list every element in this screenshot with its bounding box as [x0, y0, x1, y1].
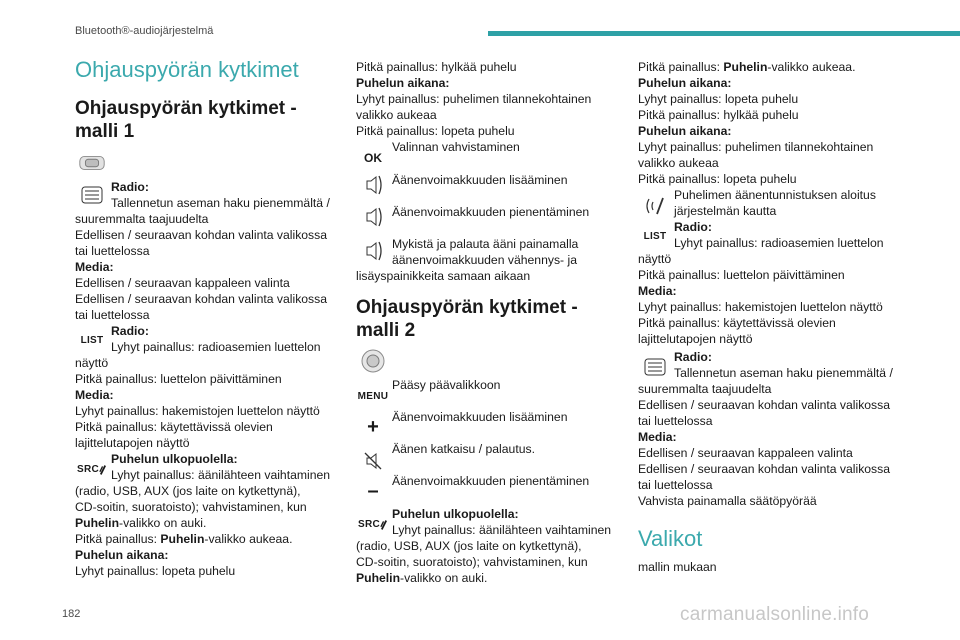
- outside-call-label: Puhelun ulkopuolella:: [392, 507, 519, 521]
- steering-switch-model1-icon: [77, 150, 107, 176]
- text-line: valikko aukeaa: [638, 156, 719, 170]
- radio-label-2: Radio:: [674, 350, 712, 364]
- text-line: CD-soitin, suoratoisto); vahvistaminen, kun: [356, 555, 588, 569]
- text-line: Valinnan vahvistaminen: [392, 140, 520, 154]
- text-line: Edellisen / seuraavan kappaleen valinta: [638, 446, 853, 460]
- text-line: lajittelutapojen näyttö: [638, 332, 753, 346]
- text-line: Pitkä painallus: Puhelin-valikko aukeaa.: [638, 60, 856, 74]
- text-line: Pitkä painallus: käytettävissä olevien: [638, 316, 836, 330]
- outside-call-label: Puhelun ulkopuolella:: [111, 452, 238, 466]
- media-label: Media:: [638, 284, 677, 298]
- text-line: Pitkä painallus: lopeta puhelu: [638, 172, 797, 186]
- text-line: Lyhyt painallus: äänilähteen vaihtaminen: [111, 468, 331, 482]
- steering-switch-model2-icon: [358, 348, 388, 374]
- list-icon: LIST: [643, 230, 667, 242]
- media-label-2: Media:: [75, 388, 114, 402]
- text-line: tai luettelossa: [75, 308, 150, 322]
- text-line: Lyhyt painallus: puhelimen tilannekohtainen: [356, 92, 592, 106]
- text-line: Äänenvoimakkuuden lisääminen: [392, 410, 568, 424]
- text-line: Pitkä painallus: käytettävissä olevien: [75, 420, 273, 434]
- src-phone-icon: SRC: [77, 457, 107, 483]
- section-title: Ohjauspyörän kytkimet: [75, 57, 299, 82]
- text-line: Lyhyt painallus: radioasemien luettelon: [674, 236, 884, 250]
- mute-toggle-icon: [358, 448, 388, 474]
- text-line: CD-soitin, suoratoisto); vahvistaminen, kun: [75, 500, 307, 514]
- text-line: Edellisen / seuraavan kohdan valinta valikossa: [75, 292, 328, 306]
- volume-up-icon: [358, 172, 388, 198]
- subsection-title-1b: malli 1: [75, 121, 135, 142]
- text-line: Edellisen / seuraavan kohdan valinta valikossa: [75, 228, 328, 242]
- during-call-label: Puhelun aikana:: [75, 548, 169, 562]
- src-phone-icon: SRC: [358, 512, 388, 538]
- voice-recognition-icon: [640, 193, 670, 219]
- radio-label-2: Radio:: [111, 324, 149, 338]
- text-line: tai luettelossa: [638, 414, 713, 428]
- during-call-label: Puhelun aikana:: [356, 76, 450, 90]
- text-line: Pitkä painallus: lopeta puhelu: [356, 124, 515, 138]
- header-title: Bluetooth®-audiojärjestelmä: [75, 25, 214, 37]
- text-line: lisäyspainikkeita samaan aikaan: [356, 269, 531, 283]
- text-line: Pitkä painallus: Puhelin-valikko aukeaa.: [75, 532, 293, 546]
- text-line: Pääsy päävalikkoon: [392, 378, 501, 392]
- text-line: Puhelin-valikko on auki.: [356, 571, 488, 585]
- text-line: Lyhyt painallus: äänilähteen vaihtaminen: [392, 523, 612, 537]
- text-line: (radio, USB, AUX (jos laite on kytkettynä),: [356, 539, 582, 553]
- subsection-title-1a: Ohjauspyörän kytkimet -: [75, 98, 297, 119]
- thumbwheel-icon: [640, 354, 670, 380]
- media-label: Media:: [75, 260, 114, 274]
- during-call-label: Puhelun aikana:: [638, 76, 732, 90]
- text-line: Lyhyt painallus: hakemistojen luettelon näyttö: [638, 300, 883, 314]
- subsection-title-2a: Ohjauspyörän kytkimet -: [356, 297, 578, 318]
- text-line: Pitkä painallus: luettelon päivittäminen: [638, 268, 845, 282]
- subsection-title-2b: malli 2: [356, 320, 416, 341]
- text-line: Edellisen / seuraavan kohdan valinta valikossa: [638, 462, 891, 476]
- text-line: Lyhyt painallus: hakemistojen luettelon näyttö: [75, 404, 320, 418]
- thumbwheel-icon: [77, 182, 107, 208]
- text-line: Äänenvoimakkuuden lisääminen: [392, 173, 568, 187]
- text-line: Mykistä ja palauta ääni painamalla: [392, 237, 579, 251]
- menus-title: Valikot: [638, 526, 703, 551]
- text-line: äänenvoimakkuuden vähennys- ja: [392, 253, 577, 267]
- text-line: näyttö: [638, 252, 672, 266]
- text-line: Pitkä painallus: luettelon päivittäminen: [75, 372, 282, 386]
- text-line: Edellisen / seuraavan kohdan valinta valikossa: [638, 398, 891, 412]
- text-line: Lyhyt painallus: lopeta puhelu: [75, 564, 236, 578]
- page-number: 182: [62, 608, 81, 620]
- radio-label: Radio:: [674, 220, 712, 234]
- text-line: järjestelmän kautta: [674, 204, 777, 218]
- text-line: Edellisen / seuraavan kappaleen valinta: [75, 276, 290, 290]
- text-line: Tallennetun aseman haku pienemmältä /: [111, 196, 330, 210]
- plus-icon: +: [367, 416, 379, 438]
- minus-icon: –: [367, 480, 379, 502]
- text-line: (radio, USB, AUX (jos laite on kytkettynä),: [75, 484, 301, 498]
- text-line: Puhelimen äänentunnistuksen aloitus: [674, 188, 876, 202]
- mute-icon: [358, 238, 388, 264]
- text-line: Lyhyt painallus: radioasemien luettelon: [111, 340, 321, 354]
- text-line: Lyhyt painallus: lopeta puhelu: [638, 92, 799, 106]
- text-line: suuremmalta taajuudelta: [75, 212, 209, 226]
- text-line: valikko aukeaa: [356, 108, 437, 122]
- text-line: Äänen katkaisu / palautus.: [392, 442, 535, 456]
- menu-icon: MENU: [357, 390, 389, 402]
- header-accent-bar: [488, 31, 960, 36]
- text-line: Lyhyt painallus: puhelimen tilannekohtainen: [638, 140, 874, 154]
- volume-down-icon: [358, 204, 388, 230]
- text-line: suuremmalta taajuudelta: [638, 382, 772, 396]
- list-icon: LIST: [80, 334, 104, 346]
- text-line: Äänenvoimakkuuden pienentäminen: [392, 205, 590, 219]
- radio-label: Radio:: [111, 180, 149, 194]
- text-line: Vahvista painamalla säätöpyörää: [638, 494, 817, 508]
- text-line: Pitkä painallus: hylkää puhelu: [638, 108, 799, 122]
- during-call-label-2: Puhelun aikana:: [638, 124, 732, 138]
- text-line: mallin mukaan: [638, 560, 717, 574]
- text-line: Tallennetun aseman haku pienemmältä /: [674, 366, 893, 380]
- ok-icon: OK: [364, 150, 382, 165]
- text-line: tai luettelossa: [75, 244, 150, 258]
- media-label-2: Media:: [638, 430, 677, 444]
- text-line: Äänenvoimakkuuden pienentäminen: [392, 474, 590, 488]
- text-line: Puhelin-valikko on auki.: [75, 516, 207, 530]
- text-line: näyttö: [75, 356, 109, 370]
- text-line: tai luettelossa: [638, 478, 713, 492]
- text-line: lajittelutapojen näyttö: [75, 436, 190, 450]
- watermark: carmanualsonline.info: [680, 604, 870, 625]
- text-line: Pitkä painallus: hylkää puhelu: [356, 60, 517, 74]
